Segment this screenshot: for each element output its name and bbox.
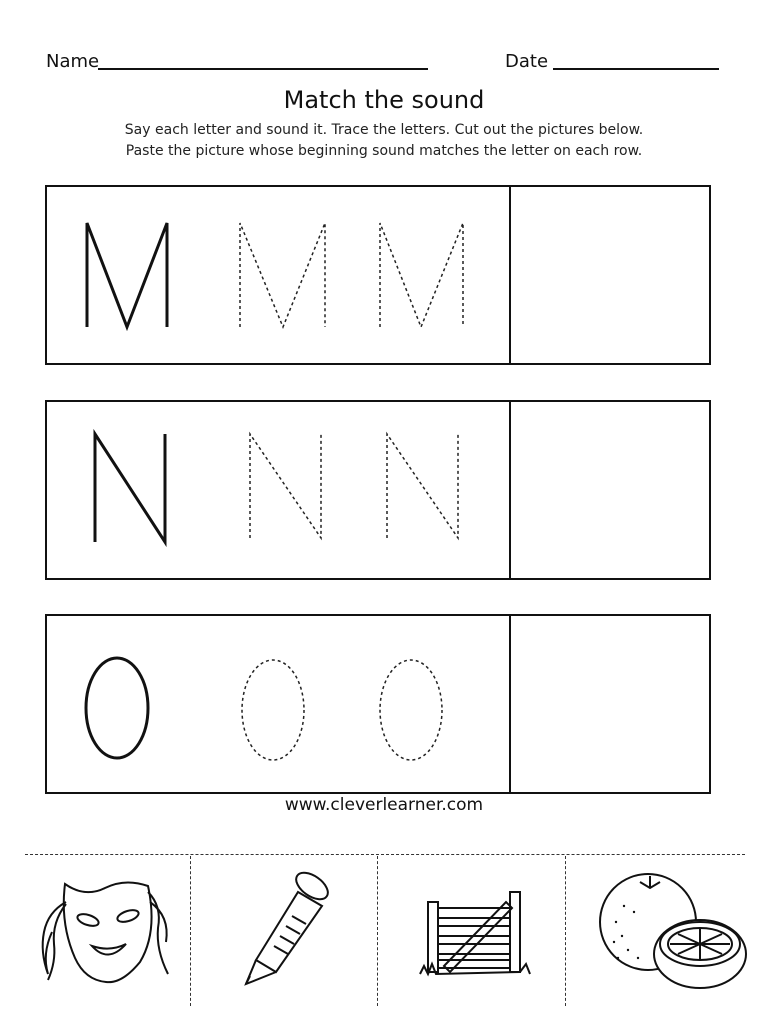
page-title: Match the sound: [283, 86, 485, 114]
letter-n-solid: [95, 434, 165, 542]
mask-icon[interactable]: [30, 862, 180, 1002]
cut-line: [565, 856, 566, 1006]
letter-m-dotted-2[interactable]: [380, 223, 463, 327]
date-line[interactable]: [553, 68, 719, 70]
letter-o-solid: [86, 658, 148, 758]
letter-o-dotted-2[interactable]: [380, 660, 442, 760]
letter-m-tracing: [47, 187, 509, 363]
letter-o-tracing: [47, 616, 509, 792]
paste-area-m[interactable]: [511, 187, 709, 363]
cut-line: [377, 856, 378, 1006]
cut-line: [25, 854, 745, 855]
nail-icon[interactable]: [226, 862, 346, 1002]
cut-line: [190, 856, 191, 1006]
paste-area-o[interactable]: [511, 616, 709, 792]
instruction-line-1: Say each letter and sound it. Trace the letters. Cut out the pictures below.: [124, 122, 644, 138]
name-line[interactable]: [98, 68, 428, 70]
letter-m-solid: [87, 223, 167, 327]
orange-icon[interactable]: [588, 862, 758, 1002]
letter-m-dotted-1[interactable]: [240, 223, 325, 327]
gate-icon[interactable]: [410, 862, 540, 1002]
instruction-line-2: Paste the picture whose beginning sound matches the letter on each row.: [125, 143, 643, 159]
letter-n-dotted-2[interactable]: [387, 434, 458, 538]
name-label: Name: [46, 51, 100, 72]
paste-area-n[interactable]: [511, 402, 709, 578]
website-url: www.cleverlearner.com: [284, 795, 484, 815]
date-label: Date: [505, 51, 549, 72]
letter-n-tracing: [47, 402, 509, 578]
letter-row-o: [45, 614, 711, 794]
letter-row-n: [45, 400, 711, 580]
letter-n-dotted-1[interactable]: [250, 434, 321, 538]
letter-row-m: [45, 185, 711, 365]
letter-o-dotted-1[interactable]: [242, 660, 304, 760]
